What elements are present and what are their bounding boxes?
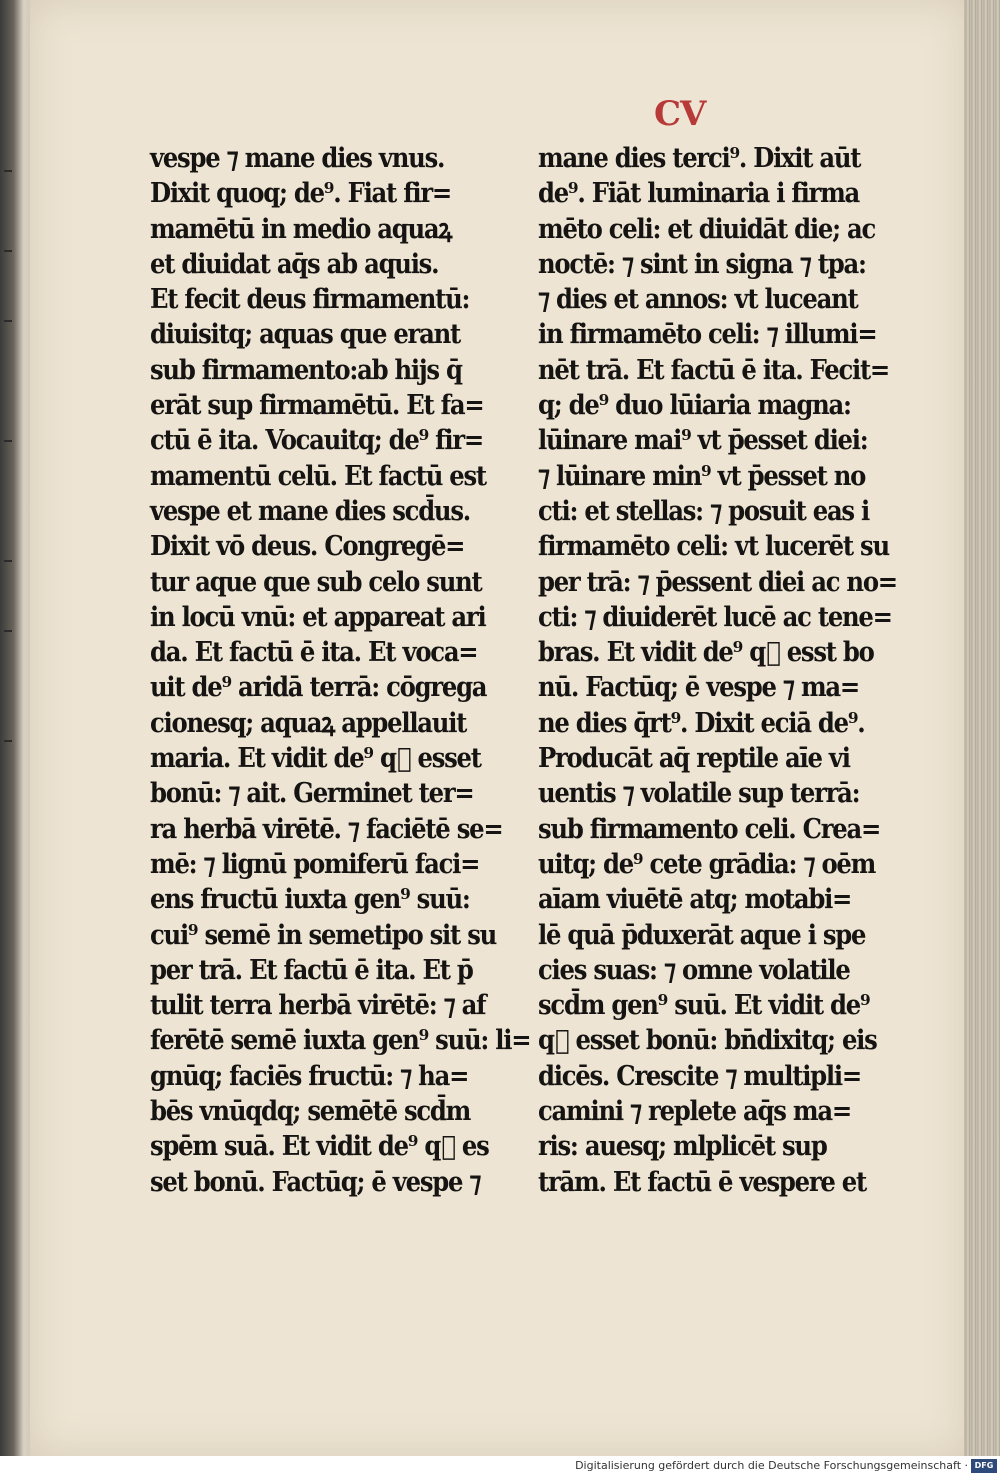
dfg-logo-icon: DFG <box>971 1459 997 1473</box>
text-line: ⁊ dies et annos: vt luceant <box>538 284 858 316</box>
text-line: mē: ⁊ lignū pomiferū faci= <box>150 848 480 880</box>
book-page-stack-edge <box>964 0 1000 1456</box>
funding-credit: Digitalisierung gefördert durch die Deutsche Forschungsgemeinschaft · <box>575 1459 968 1472</box>
text-line: uitq; de⁹ cete grādia: ⁊ oēm <box>538 848 876 880</box>
text-column-left <box>150 141 530 1200</box>
text-line: cti: et stellas: ⁊ posuit eas i <box>538 495 870 527</box>
text-line: lūinare mai⁹ vt p̄esset diei: <box>538 425 868 457</box>
text-line: mamētū in medio aquaꝝ <box>150 213 452 245</box>
book-left-edge <box>0 0 34 1456</box>
text-line: aīam viuētē atq; motabi= <box>538 884 852 916</box>
text-line: da. Et factū ē ita. Et voca= <box>150 637 478 669</box>
text-line: Dixit quoq; de⁹. Fiat fir= <box>150 178 452 210</box>
text-line: bēs vnūqdq; semētē scd̄m <box>150 1096 471 1128</box>
text-line: camini ⁊ replete aq̄s ma= <box>538 1096 851 1128</box>
text-line: mamentū celū. Et factū est <box>150 460 486 492</box>
edge-mark <box>4 630 12 632</box>
footer-bar <box>0 1456 1000 1476</box>
text-line: cui⁹ semē in semetipo sit su <box>150 919 497 951</box>
text-line: Producāt aq̄ reptile aīe vi <box>538 743 850 775</box>
text-line: gnūq; faciēs fructū: ⁊ ha= <box>150 1060 469 1092</box>
edge-mark <box>4 440 12 442</box>
text-line: et diuidat aq̄s ab aquis. <box>150 248 439 280</box>
text-line: ctū ē ita. Vocauitq; de⁹ fir= <box>150 425 483 457</box>
text-line: de⁹. Fiāt luminaria i firma <box>538 178 860 210</box>
text-line: nēt trā. Et factū ē ita. Fecit= <box>538 354 890 386</box>
text-line: per trā. Et factū ē ita. Et p̄ <box>150 954 473 986</box>
text-line: lē quā p̄duxerāt aque i spe <box>538 919 866 951</box>
text-line: ens fructū iuxta gen⁹ suū: <box>150 884 470 916</box>
text-line: ris: auesq; mlplicēt sup <box>538 1131 827 1163</box>
text-line: vespe et mane dies scd̄us. <box>150 495 470 527</box>
text-column-right <box>538 141 897 1200</box>
text-line: tulit terra herbā virētē: ⁊ af <box>150 990 486 1022</box>
edge-mark <box>4 740 12 742</box>
text-line: tur aque que sub celo sunt <box>150 566 482 598</box>
text-line: Et fecit deus firmamentū: <box>150 284 470 316</box>
text-line: cionesq; aquaꝝ appellauit <box>150 707 467 739</box>
text-line: erāt sup firmamētū. Et fa= <box>150 390 484 422</box>
text-line: cies suas: ⁊ omne volatile <box>538 954 850 986</box>
edge-mark <box>4 560 12 562</box>
text-line: cti: ⁊ diuiderēt lucē ac tene= <box>538 601 892 633</box>
text-line: vespe ⁊ mane dies vnus. <box>150 143 445 174</box>
text-line: Dixit vō deus. Congregē= <box>150 531 465 563</box>
text-line: uit de⁹ aridā terrā: cōgrega <box>150 672 487 704</box>
text-line: in locū vnū: et appareat ari <box>150 601 486 633</box>
text-line: ferētē semē iuxta gen⁹ suū: li= <box>150 1025 531 1057</box>
text-line: bras. Et vidit de⁹ q᷑ esst bo <box>538 637 874 669</box>
text-line: diuisitq; aquas que erant <box>150 319 460 351</box>
edge-mark <box>4 250 12 252</box>
text-line: uentis ⁊ volatile sup terrā: <box>538 778 860 810</box>
text-line: ra herbā virētē. ⁊ faciētē se= <box>150 813 503 845</box>
text-line: ⁊ lūinare min⁹ vt p̄esset no <box>538 460 866 492</box>
edge-mark <box>4 170 12 172</box>
text-line: q; de⁹ duo lūiaria magna: <box>538 390 851 422</box>
text-line: firmamēto celi: vt lucerēt su <box>538 531 889 563</box>
text-line: q᷑ esset bonū: bn̄dixitq; eis <box>538 1025 877 1057</box>
text-line: sub firmamento:ab hijs q̄ <box>150 354 462 386</box>
text-line: trām. Et factū ē vespere et <box>538 1166 866 1198</box>
folio-number: CV <box>654 94 706 134</box>
text-line: mēto celi: et diuidāt die; ac <box>538 213 876 245</box>
text-line: nū. Factūq; ē vespe ⁊ ma= <box>538 672 859 704</box>
text-line: scd̄m gen⁹ suū. Et vidit de⁹ <box>538 990 870 1022</box>
text-line: ne dies q̄rt⁹. Dixit eciā de⁹. <box>538 707 865 739</box>
text-line: spēm suā. Et vidit de⁹ q᷑ es <box>150 1131 489 1163</box>
text-line: sub firmamento celi. Crea= <box>538 813 881 845</box>
text-line: bonū: ⁊ ait. Germinet ter= <box>150 778 474 810</box>
text-line: per trā: ⁊ p̄essent diei ac no= <box>538 566 897 598</box>
text-line: in firmamēto celi: ⁊ illumi= <box>538 319 877 351</box>
text-line: noctē: ⁊ sint in signa ⁊ tpa: <box>538 248 866 280</box>
text-line: set bonū. Factūq; ē vespe ⁊ <box>150 1166 481 1198</box>
text-line: maria. Et vidit de⁹ q᷑ esset <box>150 743 481 775</box>
edge-mark <box>4 320 12 322</box>
text-line: dicēs. Crescite ⁊ multipli= <box>538 1060 861 1092</box>
text-line: mane dies terci⁹. Dixit aūt <box>538 143 861 174</box>
